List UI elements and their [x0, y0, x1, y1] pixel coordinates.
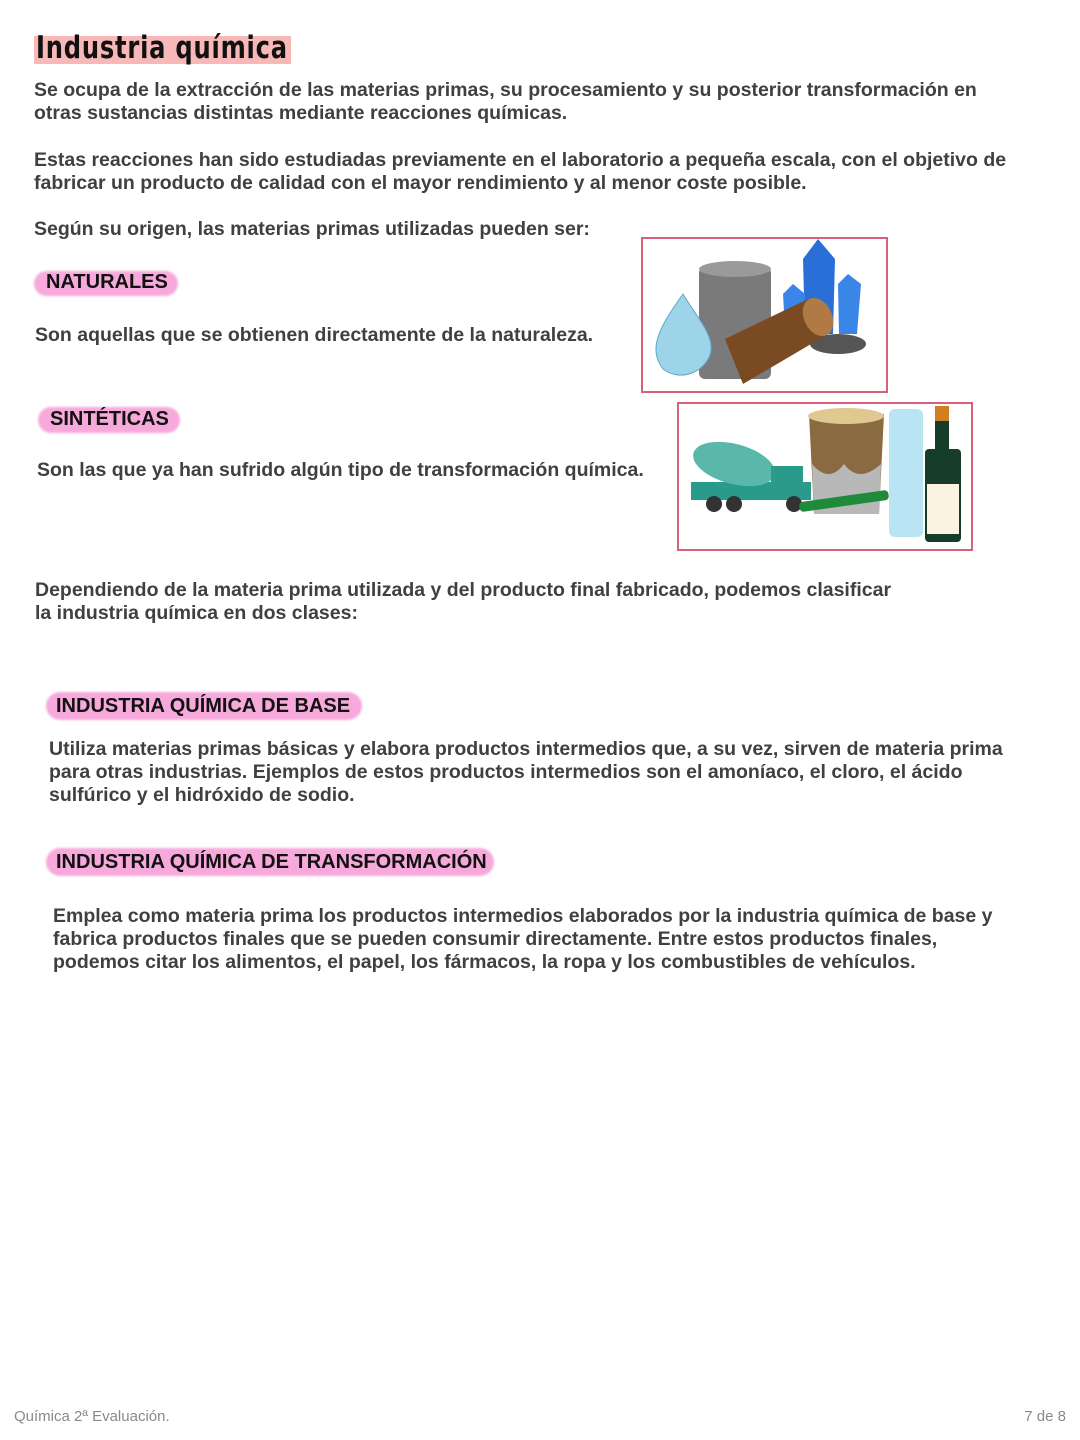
transformacion-line: podemos citar los alimentos, el papel, los fármacos, la ropa y los combustibles de vehículos. — [53, 951, 916, 973]
sinteticas-heading: SINTÉTICAS — [50, 408, 169, 430]
base-line: Utiliza materias primas básicas y elabora productos intermedios que, a su vez, sirven de materia prima — [49, 738, 1003, 760]
intro-line: otras sustancias distintas mediante reacciones químicas. — [34, 102, 568, 124]
intro-line: Estas reacciones han sido estudiadas previamente en el laboratorio a pequeña escala, con el objetivo de — [34, 149, 1007, 171]
base-line: sulfúrico y el hidróxido de sodio. — [49, 784, 355, 806]
intro-line: Según su origen, las materias primas utilizadas pueden ser: — [34, 218, 590, 240]
intro-line: Se ocupa de la extracción de las materias primas, su procesamiento y su posterior transformación en — [34, 79, 977, 101]
sinteticas-text: Son las que ya han sufrido algún tipo de transformación química. — [37, 459, 644, 481]
synthetic-materials-image — [677, 402, 973, 551]
base-heading: INDUSTRIA QUÍMICA DE BASE — [56, 695, 351, 717]
transformacion-line: Emplea como materia prima los productos intermedios elaborados por la industria química de base y — [53, 905, 993, 927]
page-title: Industria química — [36, 30, 288, 66]
naturales-heading: NATURALES — [46, 271, 168, 293]
page-number: 7 de 8 — [1024, 1408, 1066, 1425]
classify-line: Dependiendo de la materia prima utilizada y del producto final fabricado, podemos clasificar — [35, 579, 892, 601]
footer-title: Química 2ª Evaluación. — [14, 1408, 170, 1425]
intro-line: fabricar un producto de calidad con el mayor rendimiento y al menor coste posible. — [34, 172, 807, 194]
classify-line: la industria química en dos clases: — [35, 602, 358, 624]
transformacion-line: fabrica productos finales que se pueden consumir directamente. Entre estos productos finales, — [53, 928, 938, 950]
natural-materials-image — [641, 237, 888, 393]
transformacion-heading: INDUSTRIA QUÍMICA DE TRANSFORMACIÓN — [56, 851, 487, 873]
base-line: para otras industrias. Ejemplos de estos productos intermedios son el amoníaco, el cloro, el ácido — [49, 761, 963, 783]
naturales-text: Son aquellas que se obtienen directamente de la naturaleza. — [35, 324, 594, 346]
